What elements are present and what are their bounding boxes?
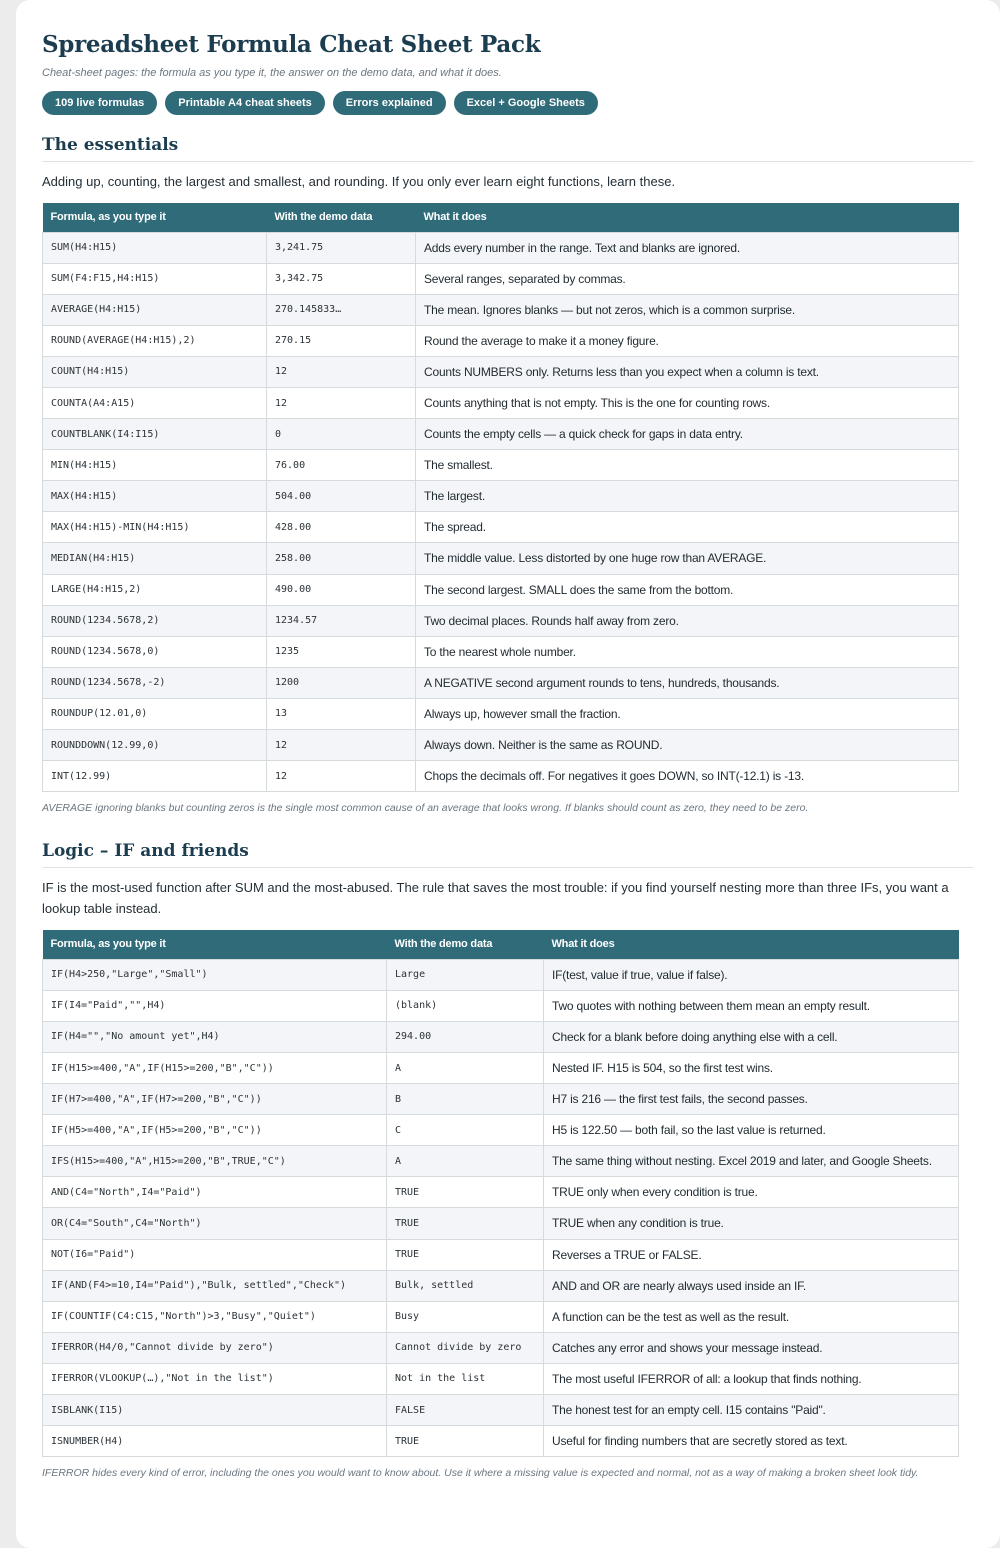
demo-result-cell: Bulk, settled xyxy=(387,1270,544,1301)
demo-result-cell: 1235 xyxy=(267,636,416,667)
formula-cell: IF(H4="","No amount yet",H4) xyxy=(43,1021,387,1052)
formula-cell: COUNT(H4:H15) xyxy=(43,356,267,387)
formula-cell: AND(C4="North",I4="Paid") xyxy=(43,1177,387,1208)
column-header-formula: Formula, as you type it xyxy=(43,930,387,959)
description-cell: The most useful IFERROR of all: a lookup that finds nothing. xyxy=(544,1363,959,1394)
column-header-demo-result: With the demo data xyxy=(387,930,544,959)
description-cell: To the nearest whole number. xyxy=(416,636,959,667)
column-header-description: What it does xyxy=(544,930,959,959)
table-row xyxy=(43,263,959,294)
formula-cell: IF(H7>=400,"A",IF(H7>=200,"B","C")) xyxy=(43,1084,387,1115)
table-row xyxy=(43,387,959,418)
demo-result-cell: 3,342.75 xyxy=(267,263,416,294)
chip-printable-sheets: Printable A4 cheat sheets xyxy=(165,91,324,115)
table-row xyxy=(43,1146,959,1177)
description-cell: The smallest. xyxy=(416,450,959,481)
formula-cell: MAX(H4:H15) xyxy=(43,481,267,512)
table-row xyxy=(43,1177,959,1208)
formula-cell: IF(H15>=400,"A",IF(H15>=200,"B","C")) xyxy=(43,1052,387,1083)
demo-result-cell: A xyxy=(387,1052,544,1083)
demo-result-cell: (blank) xyxy=(387,990,544,1021)
demo-result-cell: 1200 xyxy=(267,667,416,698)
chip-excel-google-sheets: Excel + Google Sheets xyxy=(454,91,598,115)
table-row xyxy=(43,1332,959,1363)
essentials-table-body xyxy=(43,232,959,792)
table-row xyxy=(43,761,959,792)
description-cell: The largest. xyxy=(416,481,959,512)
formula-cell: ISBLANK(I15) xyxy=(43,1395,387,1426)
formula-cell: COUNTA(A4:A15) xyxy=(43,387,267,418)
description-cell: The mean. Ignores blanks — but not zeros, which is a common surprise. xyxy=(416,294,959,325)
description-cell: H5 is 122.50 — both fail, so the last value is returned. xyxy=(544,1115,959,1146)
formula-cell: NOT(I6="Paid") xyxy=(43,1239,387,1270)
formula-cell: LARGE(H4:H15,2) xyxy=(43,574,267,605)
table-row xyxy=(43,1084,959,1115)
table-row xyxy=(43,1395,959,1426)
demo-result-cell: TRUE xyxy=(387,1239,544,1270)
table-row xyxy=(43,512,959,543)
table-row xyxy=(43,543,959,574)
description-cell: A NEGATIVE second argument rounds to tens, hundreds, thousands. xyxy=(416,667,959,698)
formula-cell: AVERAGE(H4:H15) xyxy=(43,294,267,325)
formula-cell: ROUND(1234.5678,0) xyxy=(43,636,267,667)
formula-cell: IF(H4>250,"Large","Small") xyxy=(43,959,387,990)
table-row xyxy=(43,605,959,636)
chip-live-formulas: 109 live formulas xyxy=(42,91,157,115)
table-row xyxy=(43,990,959,1021)
chip-errors-explained: Errors explained xyxy=(333,91,446,115)
description-cell: TRUE only when every condition is true. xyxy=(544,1177,959,1208)
demo-result-cell: TRUE xyxy=(387,1426,544,1457)
section-intro-essentials: Adding up, counting, the largest and smallest, and rounding. If you only ever learn eight functions, learn these. xyxy=(42,174,676,189)
demo-result-cell: 12 xyxy=(267,761,416,792)
formula-cell: IFERROR(VLOOKUP(…),"Not in the list") xyxy=(43,1363,387,1394)
description-cell: Useful for finding numbers that are secretly stored as text. xyxy=(544,1426,959,1457)
table-row xyxy=(43,1301,959,1332)
description-cell: H7 is 216 — the first test fails, the second passes. xyxy=(544,1084,959,1115)
section-title-logic: Logic – IF and friends xyxy=(42,839,974,868)
table-row xyxy=(43,294,959,325)
page-subtitle: Cheat-sheet pages: the formula as you type it, the answer on the demo data, and what it does. xyxy=(42,67,502,79)
formula-cell: COUNTBLANK(I4:I15) xyxy=(43,419,267,450)
logic-table xyxy=(42,930,959,1457)
formula-cell: ROUNDDOWN(12.99,0) xyxy=(43,730,267,761)
formula-cell: ISNUMBER(H4) xyxy=(43,1426,387,1457)
formula-cell: MEDIAN(H4:H15) xyxy=(43,543,267,574)
demo-result-cell: 504.00 xyxy=(267,481,416,512)
demo-result-cell: 0 xyxy=(267,419,416,450)
table-row xyxy=(43,1363,959,1394)
table-row xyxy=(43,481,959,512)
table-row xyxy=(43,959,959,990)
description-cell: A function can be the test as well as the result. xyxy=(544,1301,959,1332)
logic-table-body xyxy=(43,959,959,1457)
description-cell: Reverses a TRUE or FALSE. xyxy=(544,1239,959,1270)
table-row xyxy=(43,574,959,605)
description-cell: Counts NUMBERS only. Returns less than you expect when a column is text. xyxy=(416,356,959,387)
formula-cell: ROUND(AVERAGE(H4:H15),2) xyxy=(43,325,267,356)
description-cell: TRUE when any condition is true. xyxy=(544,1208,959,1239)
description-cell: Chops the decimals off. For negatives it goes DOWN, so INT(-12.1) is -13. xyxy=(416,761,959,792)
table-row xyxy=(43,1239,959,1270)
demo-result-cell: TRUE xyxy=(387,1177,544,1208)
column-header-formula: Formula, as you type it xyxy=(43,203,267,232)
section-intro-logic: IF is the most-used function after SUM and the most-abused. The rule that saves the most trouble: if you find yourself nesting more than three IFs, you want a lookup table instead. xyxy=(42,880,949,917)
demo-result-cell: 294.00 xyxy=(387,1021,544,1052)
formula-cell: ROUND(1234.5678,2) xyxy=(43,605,267,636)
feature-chips xyxy=(42,91,974,115)
description-cell: Two decimal places. Rounds half away from zero. xyxy=(416,605,959,636)
description-cell: Counts anything that is not empty. This is the one for counting rows. xyxy=(416,387,959,418)
column-header-demo-result: With the demo data xyxy=(267,203,416,232)
description-cell: Two quotes with nothing between them mean an empty result. xyxy=(544,990,959,1021)
essentials-table xyxy=(42,203,959,792)
demo-result-cell: 12 xyxy=(267,730,416,761)
description-cell: AND and OR are nearly always used inside an IF. xyxy=(544,1270,959,1301)
description-cell: Check for a blank before doing anything else with a cell. xyxy=(544,1021,959,1052)
table-row xyxy=(43,1021,959,1052)
description-cell: Always up, however small the fraction. xyxy=(416,698,959,729)
formula-cell: IF(AND(F4>=10,I4="Paid"),"Bulk, settled","Check") xyxy=(43,1270,387,1301)
table-row xyxy=(43,667,959,698)
table-row xyxy=(43,1208,959,1239)
demo-result-cell: 270.145833… xyxy=(267,294,416,325)
demo-result-cell: 12 xyxy=(267,356,416,387)
description-cell: The second largest. SMALL does the same from the bottom. xyxy=(416,574,959,605)
description-cell: Adds every number in the range. Text and blanks are ignored. xyxy=(416,232,959,263)
formula-cell: IF(COUNTIF(C4:C15,"North")>3,"Busy","Quiet") xyxy=(43,1301,387,1332)
description-cell: Counts the empty cells — a quick check for gaps in data entry. xyxy=(416,419,959,450)
description-cell: Round the average to make it a money figure. xyxy=(416,325,959,356)
logic-note: IFERROR hides every kind of error, including the ones you would want to know about. Use it where a missing value is expected and normal, not as a way of making a broken sheet look tidy. xyxy=(42,1467,919,1480)
demo-result-cell: 76.00 xyxy=(267,450,416,481)
table-row xyxy=(43,730,959,761)
demo-result-cell: C xyxy=(387,1115,544,1146)
table-row xyxy=(43,419,959,450)
demo-result-cell: 3,241.75 xyxy=(267,232,416,263)
table-row xyxy=(43,325,959,356)
formula-cell: IF(H5>=400,"A",IF(H5>=200,"B","C")) xyxy=(43,1115,387,1146)
table-row xyxy=(43,1270,959,1301)
demo-result-cell: 270.15 xyxy=(267,325,416,356)
section-title-essentials: The essentials xyxy=(42,133,974,162)
description-cell: IF(test, value if true, value if false). xyxy=(544,959,959,990)
demo-result-cell: 490.00 xyxy=(267,574,416,605)
description-cell: Nested IF. H15 is 504, so the first test wins. xyxy=(544,1052,959,1083)
formula-cell: ROUNDUP(12.01,0) xyxy=(43,698,267,729)
formula-cell: SUM(H4:H15) xyxy=(43,232,267,263)
column-header-description: What it does xyxy=(416,203,959,232)
description-cell: Several ranges, separated by commas. xyxy=(416,263,959,294)
table-row xyxy=(43,698,959,729)
formula-cell: IF(I4="Paid","",H4) xyxy=(43,990,387,1021)
table-row xyxy=(43,1115,959,1146)
table-row xyxy=(43,1052,959,1083)
table-row xyxy=(43,232,959,263)
description-cell: Always down. Neither is the same as ROUND. xyxy=(416,730,959,761)
description-cell: The honest test for an empty cell. I15 contains "Paid". xyxy=(544,1395,959,1426)
demo-result-cell: Not in the list xyxy=(387,1363,544,1394)
demo-result-cell: 1234.57 xyxy=(267,605,416,636)
table-row xyxy=(43,356,959,387)
table-header-row xyxy=(43,930,959,959)
demo-result-cell: A xyxy=(387,1146,544,1177)
formula-cell: IFERROR(H4/0,"Cannot divide by zero") xyxy=(43,1332,387,1363)
formula-cell: MAX(H4:H15)-MIN(H4:H15) xyxy=(43,512,267,543)
formula-cell: INT(12.99) xyxy=(43,761,267,792)
formula-cell: OR(C4="South",C4="North") xyxy=(43,1208,387,1239)
formula-cell: IFS(H15>=400,"A",H15>=200,"B",TRUE,"C") xyxy=(43,1146,387,1177)
demo-result-cell: 428.00 xyxy=(267,512,416,543)
demo-result-cell: 258.00 xyxy=(267,543,416,574)
table-row xyxy=(43,636,959,667)
page-title: Spreadsheet Formula Cheat Sheet Pack xyxy=(42,31,541,58)
essentials-note: AVERAGE ignoring blanks but counting zeros is the single most common cause of an average that looks wrong. If blanks should count as zero, they need to be zero. xyxy=(42,802,809,815)
demo-result-cell: TRUE xyxy=(387,1208,544,1239)
table-row xyxy=(43,450,959,481)
table-row xyxy=(43,1426,959,1457)
demo-result-cell: Cannot divide by zero xyxy=(387,1332,544,1363)
demo-result-cell: Busy xyxy=(387,1301,544,1332)
description-cell: The middle value. Less distorted by one huge row than AVERAGE. xyxy=(416,543,959,574)
description-cell: The same thing without nesting. Excel 2019 and later, and Google Sheets. xyxy=(544,1146,959,1177)
description-cell: The spread. xyxy=(416,512,959,543)
demo-result-cell: B xyxy=(387,1084,544,1115)
demo-result-cell: FALSE xyxy=(387,1395,544,1426)
demo-result-cell: Large xyxy=(387,959,544,990)
demo-result-cell: 13 xyxy=(267,698,416,729)
cheat-sheet-page xyxy=(16,0,1000,1548)
description-cell: Catches any error and shows your message instead. xyxy=(544,1332,959,1363)
formula-cell: MIN(H4:H15) xyxy=(43,450,267,481)
formula-cell: ROUND(1234.5678,-2) xyxy=(43,667,267,698)
formula-cell: SUM(F4:F15,H4:H15) xyxy=(43,263,267,294)
table-header-row xyxy=(43,203,959,232)
demo-result-cell: 12 xyxy=(267,387,416,418)
